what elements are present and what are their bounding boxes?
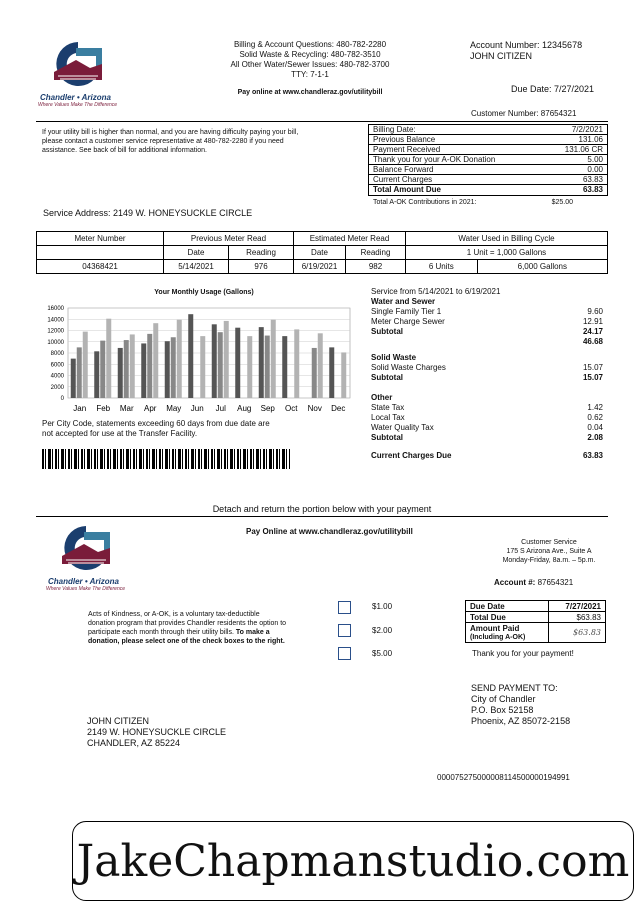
amount-paid-field[interactable]: $63.83 <box>548 623 605 643</box>
logo-tagline: Where Values Make The Difference <box>46 586 126 592</box>
usage-bar <box>259 327 264 398</box>
usage-bar <box>94 351 99 398</box>
y-tick-label: 10000 <box>47 339 64 346</box>
usage-bar <box>130 334 135 398</box>
meter-subheader: Date <box>294 246 346 260</box>
meter-header: Estimated Meter Read <box>294 232 406 246</box>
remit-line: Phoenix, AZ 85072-2158 <box>471 716 571 726</box>
x-tick-label: Sep <box>260 404 275 413</box>
usage-bar <box>282 336 287 398</box>
pay-online-link[interactable]: Pay online at www.chandleraz.gov/utilitybill <box>237 89 383 96</box>
usage-bar <box>71 359 76 398</box>
meter-header: Meter Number <box>37 232 164 246</box>
x-tick-label: Jun <box>190 404 204 413</box>
x-tick-label: Nov <box>307 404 322 413</box>
aok-contributions: Total A-OK Contributions in 2021: $25.00 <box>373 199 573 206</box>
y-tick-label: 8000 <box>50 351 64 357</box>
usage-bar <box>312 348 317 398</box>
x-tick-label: May <box>166 404 182 413</box>
total-due-value: $63.83 <box>548 612 605 623</box>
meter-cell: 6 Units <box>406 260 478 274</box>
donation-amount-1: $1.00 <box>372 602 393 611</box>
logo-name: Chandler • Arizona <box>40 93 111 102</box>
x-tick-label: Aug <box>237 404 252 413</box>
meter-table <box>36 231 608 274</box>
header-divider <box>36 121 608 122</box>
usage-bar <box>271 320 276 398</box>
meter-cell: 04368421 <box>37 260 164 274</box>
usage-bar <box>294 329 299 398</box>
statement-row: Balance Forward 0.00 <box>369 165 607 175</box>
donation-checkbox-2[interactable] <box>338 624 351 637</box>
meter-header: Previous Meter Read <box>164 232 294 246</box>
usage-bar <box>77 347 82 398</box>
tty-number: TTY: 7-1-1 <box>291 70 329 79</box>
charge-line: Solid Waste Charges 15.07 <box>371 363 603 372</box>
meter-header: Water Used in Billing Cycle <box>406 232 608 246</box>
usage-bar <box>83 332 88 398</box>
stub-pay-online-link[interactable]: Pay Online at www.chandleraz.gov/utilitybill <box>246 527 413 536</box>
watermark-banner: JakeChapmanstudio.com <box>72 821 634 901</box>
y-tick-label: 0 <box>60 396 64 402</box>
donation-checkbox-1[interactable] <box>338 601 351 614</box>
logo-name: Chandler • Arizona <box>48 577 119 586</box>
meter-subheader: 1 Unit = 1,000 Gallons <box>406 246 608 260</box>
usage-bar <box>265 336 270 398</box>
solid-waste-phone: Solid Waste & Recycling: 480-782-3510 <box>239 50 381 59</box>
customer-name: JOHN CITIZEN <box>470 51 532 61</box>
solid-waste-heading: Solid Waste <box>371 353 417 362</box>
amount-paid-label: Amount Paid (Including A-OK) <box>466 623 549 643</box>
cs-address: 175 S Arizona Ave., Suite A <box>506 548 592 555</box>
statement-row: Current Charges 63.83 <box>369 175 607 185</box>
charge-line: Single Family Tier 1 9.60 <box>371 307 603 316</box>
water-total: 46.68 <box>582 337 603 346</box>
usage-bar <box>165 341 170 398</box>
usage-bar <box>341 352 346 398</box>
remit-address <box>471 683 621 727</box>
stub-account-number: Account #: 87654321 <box>494 578 574 587</box>
x-tick-label: Jan <box>73 404 87 413</box>
donation-amount-2: $2.00 <box>372 626 393 635</box>
usage-bar <box>200 336 205 398</box>
contact-block <box>200 40 420 98</box>
waste-subtotal: Subtotal 15.07 <box>371 373 603 382</box>
chandler-logo-icon <box>36 38 120 88</box>
y-tick-label: 6000 <box>50 362 64 369</box>
y-tick-label: 12000 <box>47 328 64 335</box>
usage-bar <box>212 324 217 398</box>
detach-instruction: Detach and return the portion below with your payment <box>212 504 432 514</box>
usage-bar <box>141 343 146 398</box>
usage-bar <box>218 332 223 398</box>
current-charges-due: Current Charges Due 63.83 <box>371 451 603 460</box>
remit-line: City of Chandler <box>471 694 536 704</box>
thank-you-message: Thank you for your payment! <box>472 649 574 658</box>
cs-hours: Monday-Friday, 8a.m. – 5p.m. <box>502 557 596 564</box>
statement-row: Billing Date: 7/2/2021 <box>369 125 607 135</box>
high-bill-notice: If your utility bill is higher than normal, and you are having difficulty paying your bill, please contact a customer service representative at 480-782-2280 if you need assistance. See back of bill for additional information. <box>42 129 299 154</box>
water-sewer-heading: Water and Sewer <box>371 297 436 306</box>
mailing-line: JOHN CITIZEN <box>87 716 149 726</box>
usage-bar <box>247 336 252 398</box>
due-date-label: Due Date <box>466 601 549 612</box>
total-due-label: Total Due <box>466 612 549 623</box>
usage-bar <box>106 319 111 398</box>
usage-bar <box>188 314 193 398</box>
meter-cell: 982 <box>346 260 406 274</box>
charge-line: State Tax 1.42 <box>371 403 603 412</box>
usage-bar <box>329 347 334 398</box>
other-heading: Other <box>371 393 393 402</box>
x-tick-label: Dec <box>331 404 346 413</box>
customer-number: Customer Number: 87654321 <box>471 109 577 118</box>
due-date-value: 7/27/2021 <box>548 601 605 612</box>
meter-cell: 5/14/2021 <box>164 260 229 274</box>
statement-row: Thank you for your A-OK Donation 5.00 <box>369 155 607 165</box>
meter-subheader: Reading <box>229 246 294 260</box>
remit-title: SEND PAYMENT TO: <box>471 683 558 693</box>
account-number: Account Number: 12345678 <box>470 40 583 50</box>
detach-line <box>36 516 608 517</box>
donation-amount-3: $5.00 <box>372 649 393 658</box>
barcode <box>42 449 290 469</box>
meter-cell: 976 <box>229 260 294 274</box>
charges-detail <box>371 287 603 461</box>
statement-row: Payment Received 131.06 CR <box>369 145 607 155</box>
remit-line: P.O. Box 52158 <box>471 705 534 715</box>
city-logo <box>36 38 120 108</box>
stub-logo <box>44 522 128 592</box>
account-header <box>470 40 630 62</box>
water-phone: All Other Water/Sewer Issues: 480-782-3700 <box>230 60 390 69</box>
usage-bar <box>235 328 240 398</box>
chandler-logo-icon <box>44 522 128 572</box>
city-code-notice: Per City Code, statements exceeding 60 days from due date are not accepted for use at the Transfer Facility. <box>42 419 270 438</box>
mailing-line: CHANDLER, AZ 85224 <box>87 738 181 748</box>
meter-subheader: Reading <box>346 246 406 260</box>
x-tick-label: Apr <box>144 404 157 413</box>
y-tick-label: 4000 <box>50 373 64 380</box>
statement-summary <box>368 124 608 196</box>
y-tick-label: 14000 <box>47 317 64 324</box>
usage-bar <box>147 334 152 398</box>
y-tick-label: 2000 <box>50 384 64 391</box>
usage-bar <box>100 341 105 398</box>
due-date: Due Date: 7/27/2021 <box>511 84 595 94</box>
charge-line: Local Tax 0.62 <box>371 413 603 422</box>
scan-line: 000075275000008114500000194991 <box>437 773 570 782</box>
aok-description: Acts of Kindness, or A-OK, is a voluntary tax-deductible donation program that provides Chandler residents the option to participate each month through their utility bills. To make a donation, please select one of the check boxes to the right. <box>88 611 287 645</box>
meter-subheader: Date <box>164 246 229 260</box>
meter-cell: 6/19/2021 <box>294 260 346 274</box>
statement-row: Total Amount Due 63.83 <box>373 185 603 194</box>
customer-mailing-address <box>87 716 287 749</box>
cs-title: Customer Service <box>521 539 577 546</box>
water-subtotal: Subtotal 24.17 <box>371 327 603 336</box>
usage-bar <box>171 337 176 398</box>
usage-chart <box>34 300 354 420</box>
usage-bar <box>224 321 229 398</box>
x-tick-label: Jul <box>215 404 226 413</box>
billing-phone: Billing & Account Questions: 480-782-2280 <box>233 40 387 49</box>
meter-cell: 6,000 Gallons <box>477 260 607 274</box>
payment-table <box>465 600 606 643</box>
service-period: Service from 5/14/2021 to 6/19/2021 <box>371 287 501 296</box>
statement-row: Previous Balance 131.06 <box>369 135 607 145</box>
mailing-line: 2149 W. HONEYSUCKLE CIRCLE <box>87 727 227 737</box>
charge-line: Meter Charge Sewer 12.91 <box>371 317 603 326</box>
usage-bar <box>177 320 182 398</box>
usage-bar <box>153 323 158 398</box>
logo-tagline: Where Values Make The Difference <box>38 102 118 108</box>
usage-bar <box>318 333 323 398</box>
other-subtotal: Subtotal 2.08 <box>371 433 603 442</box>
usage-bar <box>118 348 123 398</box>
service-address: Service Address: 2149 W. HONEYSUCKLE CIRCLE <box>43 208 253 218</box>
x-tick-label: Oct <box>285 404 298 413</box>
donation-checkbox-3[interactable] <box>338 647 351 660</box>
charge-line: Water Quality Tax 0.04 <box>371 423 603 432</box>
y-tick-label: 16000 <box>47 306 64 312</box>
x-tick-label: Feb <box>96 404 111 413</box>
customer-service-info <box>474 538 624 565</box>
chart-title: Your Monthly Usage (Gallons) <box>154 289 254 296</box>
usage-bar <box>124 340 129 398</box>
x-tick-label: Mar <box>119 404 134 413</box>
